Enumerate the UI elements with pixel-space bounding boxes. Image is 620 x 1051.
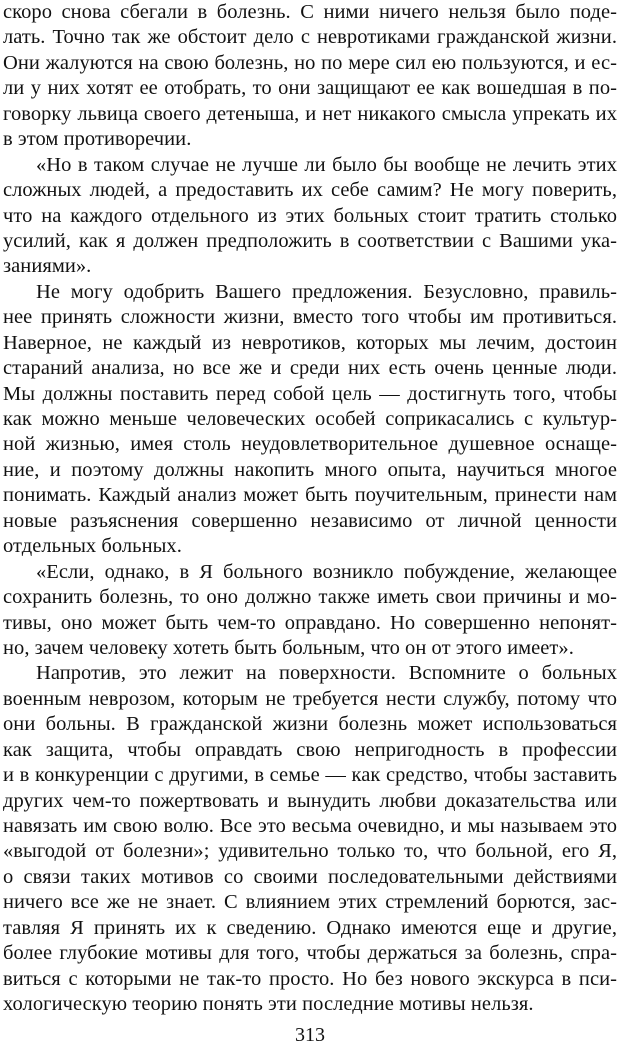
text-line: Они жалуются на свою болезнь, но по мере сил ею пользуются, и ес- xyxy=(3,51,617,74)
page-number: 313 xyxy=(295,1024,325,1046)
text-line: Напротив, это лежит на поверхности. Вспомните о больных xyxy=(36,662,617,685)
text-line: «выгодой от болезни»; удивительно только то, что больной, его Я, xyxy=(3,840,617,863)
text-line: военным неврозом, которым не требуется нести службу, потому что xyxy=(3,687,617,710)
text-line: понимать. Каждый анализ может быть поучительным, принести нам xyxy=(3,484,617,507)
text-line: «Если, однако, в Я больного возникло побуждение, желающее xyxy=(36,560,617,583)
text-line: нее принять сложности жизни, вместо того чтобы им противиться. xyxy=(3,306,617,329)
text-line: но, зачем человеку хотеть быть больным, что он от этого имеет». xyxy=(3,636,574,659)
text-line: виться с которыми не так-то просто. Но без нового экскурса в пси- xyxy=(3,967,617,990)
text-line: новые разъяснения совершенно независимо от личной ценности xyxy=(3,509,617,532)
text-line: ли у них хотят ее отобрать, то они защищают ее как вошедшая в по- xyxy=(3,77,617,100)
text-line: более глубокие мотивы для того, чтобы держаться за болезнь, спра- xyxy=(3,942,617,965)
text-line: сохранить болезнь, то оно должно также иметь свои причины и мо- xyxy=(3,586,617,609)
text-line: других чем-то пожертвовать и вынудить любви доказательства или xyxy=(3,789,617,812)
text-line: что на каждого отдельного из этих больных стоит тратить столько xyxy=(3,204,617,227)
text-line: отдельных больных. xyxy=(3,535,182,558)
text-line: «Но в таком случае не лучше ли было бы вообще не лечить этих xyxy=(36,153,617,176)
text-line: говорку львица своего детеныша, и нет никакого смысла упрекать их xyxy=(3,102,617,125)
text-line: и в конкуренции с другими, в семье — как средство, чтобы заставить xyxy=(3,764,617,787)
paragraph xyxy=(3,0,617,153)
paragraph xyxy=(3,560,617,662)
text-line: сложных людей, а предоставить их себе самим? Не могу поверить, xyxy=(3,179,617,202)
text-line: усилий, как я должен предположить в соответствии с Вашими ука- xyxy=(3,229,617,252)
text-line: ничего все же не знает. С влиянием этих стремлений борются, зас- xyxy=(3,891,617,914)
text-line: тавляя Я принять их к сведению. Однако имеются еще и другие, xyxy=(3,916,617,939)
paragraph xyxy=(3,153,617,280)
text-line: лать. Точно так же обстоит дело с невротиками гражданской жизни. xyxy=(3,26,617,49)
text-line: в этом противоречии. xyxy=(3,128,192,151)
text-line: хологическую теорию понять эти последние мотивы нельзя. xyxy=(3,993,534,1016)
body-text xyxy=(3,0,617,1018)
text-line: заниями». xyxy=(3,255,92,278)
text-line: навязать им свою волю. Все это весьма очевидно, и мы называем это xyxy=(3,815,617,837)
text-line: Не могу одобрить Вашего предложения. Безусловно, правиль- xyxy=(36,280,617,303)
text-line: как можно меньше человеческих особей соприкасались с культур- xyxy=(3,408,617,430)
text-line: Наверное, не каждый из невротиков, которых мы лечим, достоин xyxy=(3,331,617,354)
text-line: тивы, оно может быть чем-то оправдано. Но совершенно непонят- xyxy=(3,611,617,634)
text-line: ние, и поэтому должны накопить много опыта, научиться многое xyxy=(3,458,617,481)
paragraph xyxy=(3,661,617,1017)
text-line: стараний анализа, но все же и среди них есть очень ценные люди. xyxy=(3,357,617,380)
text-line: ной жизнью, имея столь неудовлетворительное душевное оснаще- xyxy=(3,433,617,456)
text-line: Мы должны поставить перед собой цель — достигнуть того, чтобы xyxy=(3,382,617,405)
text-line: о связи таких мотивов со своими последовательными действиями xyxy=(3,865,617,888)
paragraph xyxy=(3,280,617,560)
text-line: они больны. В гражданской жизни болезнь может использоваться xyxy=(3,713,617,736)
text-line: как защита, чтобы оправдать свою непригодность в профессии xyxy=(3,738,617,761)
text-line: скоро снова сбегали в болезнь. С ними ничего нельзя было поде- xyxy=(3,1,617,23)
